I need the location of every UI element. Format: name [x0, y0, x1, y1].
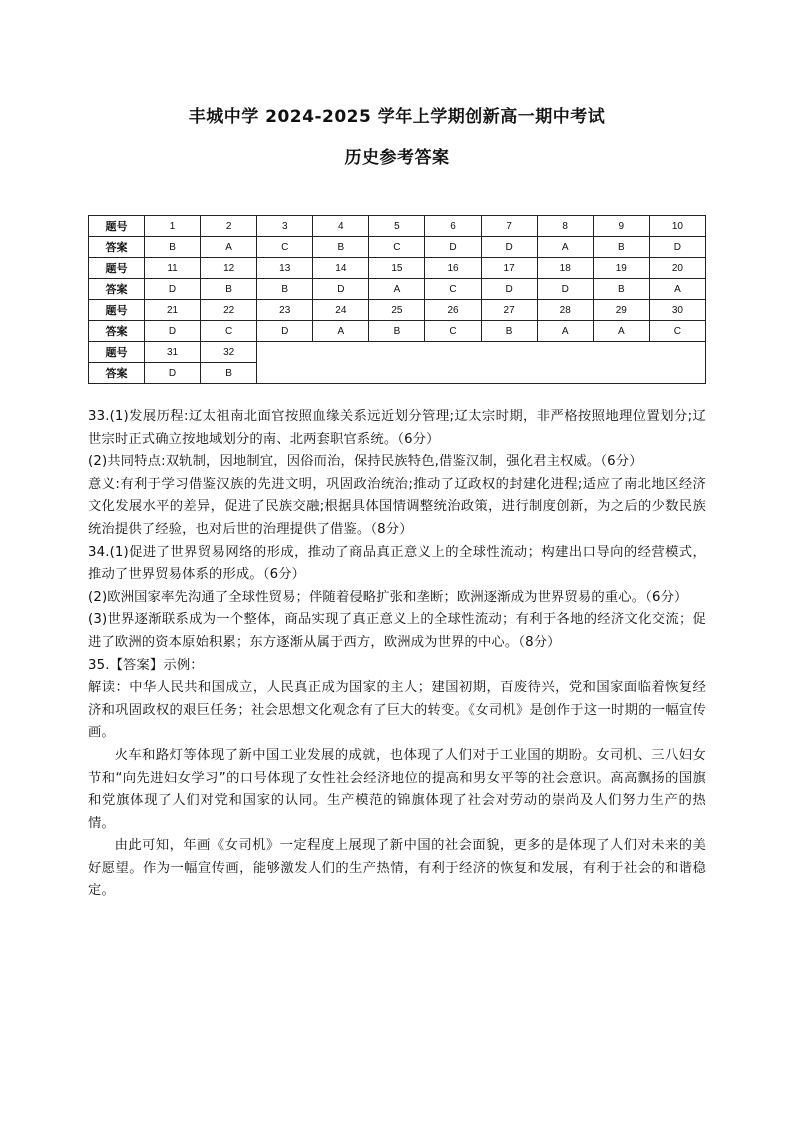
question-label-cell: 题号	[89, 216, 145, 237]
question-number-cell: 5	[369, 216, 425, 237]
answer-cell: B	[369, 321, 425, 342]
answer-cell: D	[145, 363, 201, 384]
answer-cell: B	[593, 237, 649, 258]
question-number-cell: 29	[593, 300, 649, 321]
question-number-cell: 3	[257, 216, 313, 237]
question-number-cell: 4	[313, 216, 369, 237]
answer-cell: D	[481, 279, 537, 300]
answer-cell: D	[425, 237, 481, 258]
answer-35-heading: 35.【答案】示例：	[88, 657, 204, 673]
question-number-cell: 1	[145, 216, 201, 237]
question-label-cell: 题号	[89, 342, 145, 363]
question-number-cell: 19	[593, 258, 649, 279]
answer-33-1: 33.(1)发展历程:辽太祖南北面官按照血缘关系远近划分管理;辽太宗时期，非严格按照地理位置划分;辽世宗时正式确立按地域划分的南、北两套职官系统。（6分）	[88, 409, 706, 447]
question-number-cell: 31	[145, 342, 201, 363]
answer-cell: B	[593, 279, 649, 300]
question-number-cell: 9	[593, 216, 649, 237]
question-number-cell: 8	[537, 216, 593, 237]
answer-cell: B	[257, 279, 313, 300]
answer-cell: D	[257, 321, 313, 342]
question-number-cell: 15	[369, 258, 425, 279]
question-label-cell: 题号	[89, 300, 145, 321]
answer-cell: C	[649, 321, 705, 342]
question-number-row	[89, 258, 706, 279]
answer-row	[89, 237, 706, 258]
answer-cell: D	[313, 279, 369, 300]
answer-cell: B	[481, 321, 537, 342]
page-subtitle: 历史参考答案	[344, 148, 450, 168]
question-number-row	[89, 300, 706, 321]
answer-cell: B	[201, 279, 257, 300]
question-number-cell: 11	[145, 258, 201, 279]
answer-cell: C	[425, 279, 481, 300]
answer-35-paragraph-3: 由此可知，年画《女司机》一定程度上展现了新中国的社会面貌，更多的是体现了人们对未来的美好愿望。作为一幅宣传画，能够激发人们的生产热情，有利于经济的恢复和发展，有利于社会的和谐稳定。	[88, 838, 706, 899]
answer-cell: B	[313, 237, 369, 258]
answer-label-cell: 答案	[89, 237, 145, 258]
answer-label-cell: 答案	[89, 279, 145, 300]
answer-cell: A	[593, 321, 649, 342]
question-number-cell: 23	[257, 300, 313, 321]
question-number-cell: 6	[425, 216, 481, 237]
answer-33-3: 意义:有利于学习借鉴汉族的先进文明，巩固政治统治;推动了辽政权的封建化进程;适应了南北地区经济文化发展水平的差异，促进了民族交融;根据具体国情调整统治政策，进行制度创新，为之后的少数民族统治提供了经验，也对后世的治理提供了借鉴。（8分）	[88, 476, 706, 537]
answer-cell: D	[145, 321, 201, 342]
answer-cell: D	[481, 237, 537, 258]
question-number-row	[89, 342, 706, 363]
answer-cell: A	[537, 237, 593, 258]
question-number-cell: 18	[537, 258, 593, 279]
question-number-cell: 14	[313, 258, 369, 279]
question-number-cell: 27	[481, 300, 537, 321]
question-number-cell: 30	[649, 300, 705, 321]
question-number-cell: 22	[201, 300, 257, 321]
answer-label-cell: 答案	[89, 363, 145, 384]
question-number-cell: 10	[649, 216, 705, 237]
question-number-cell: 21	[145, 300, 201, 321]
question-number-cell: 20	[649, 258, 705, 279]
answer-row	[89, 279, 706, 300]
question-number-cell: 7	[481, 216, 537, 237]
question-number-cell: 2	[201, 216, 257, 237]
question-number-cell: 16	[425, 258, 481, 279]
question-number-cell: 28	[537, 300, 593, 321]
answer-row	[89, 321, 706, 342]
answer-cell: A	[649, 279, 705, 300]
answer-34-2: (2)欧洲国家率先沟通了全球性贸易；伴随着侵略扩张和垄断；欧洲逐渐成为世界贸易的重心。（6分）	[88, 589, 688, 605]
answer-cell: D	[145, 279, 201, 300]
answer-table	[88, 215, 706, 384]
answer-35-paragraph-2: 火车和路灯等体现了新中国工业发展的成就，也体现了人们对于工业国的期盼。女司机、三八妇女节和“向先进妇女学习”的口号体现了女性社会经济地位的提高和男女平等的社会意识。高高飘扬的国旗和党旗体现了人们对党和国家的认同。生产模范的锦旗体现了社会对劳动的崇尚及人们努力生产的热情。	[88, 747, 706, 831]
question-number-cell: 26	[425, 300, 481, 321]
answer-cell: C	[369, 237, 425, 258]
question-number-row	[89, 216, 706, 237]
page-title: 丰城中学 2024-2025 学年上学期创新高一期中考试	[188, 107, 606, 127]
answer-cell: A	[369, 279, 425, 300]
question-number-cell: 25	[369, 300, 425, 321]
answer-cell: C	[425, 321, 481, 342]
question-number-cell: 32	[201, 342, 257, 363]
empty-cell	[257, 342, 706, 384]
answer-label-cell: 答案	[89, 321, 145, 342]
answer-cell: B	[145, 237, 201, 258]
answer-cell: C	[257, 237, 313, 258]
question-number-cell: 24	[313, 300, 369, 321]
answer-35-paragraph-1: 解读：中华人民共和国成立，人民真正成为国家的主人；建国初期，百废待兴，党和国家面临着恢复经济和巩固政权的艰巨任务；社会思想文化观念有了巨大的转变。《女司机》是创作于这一时期的一幅宣传画。	[88, 680, 706, 741]
answer-34-1: 34.(1)促进了世界贸易网络的形成，推动了商品真正意义上的全球性流动；构建出口导向的经营模式，推动了世界贸易体系的形成。（6分）	[88, 544, 706, 583]
answer-33-2: (2)共同特点:双轨制，因地制宜，因俗而治，保持民族特色,借鉴汉制，强化君主权威。（6分）	[88, 454, 643, 470]
answer-cell: A	[201, 237, 257, 258]
answer-cell: A	[313, 321, 369, 342]
question-number-cell: 13	[257, 258, 313, 279]
answer-cell: B	[201, 363, 257, 384]
question-number-cell: 17	[481, 258, 537, 279]
question-label-cell: 题号	[89, 258, 145, 279]
answer-34-3: (3)世界逐渐联系成为一个整体，商品实现了真正意义上的全球性流动；有利于各地的经济文化交流；促进了欧洲的资本原始积累；东方逐渐从属于西方，欧洲成为世界的中心。（8分）	[88, 612, 706, 650]
question-number-cell: 12	[201, 258, 257, 279]
answer-cell: D	[649, 237, 705, 258]
answer-text	[88, 406, 706, 903]
answer-cell: A	[537, 321, 593, 342]
answer-cell: C	[201, 321, 257, 342]
answer-cell: D	[537, 279, 593, 300]
